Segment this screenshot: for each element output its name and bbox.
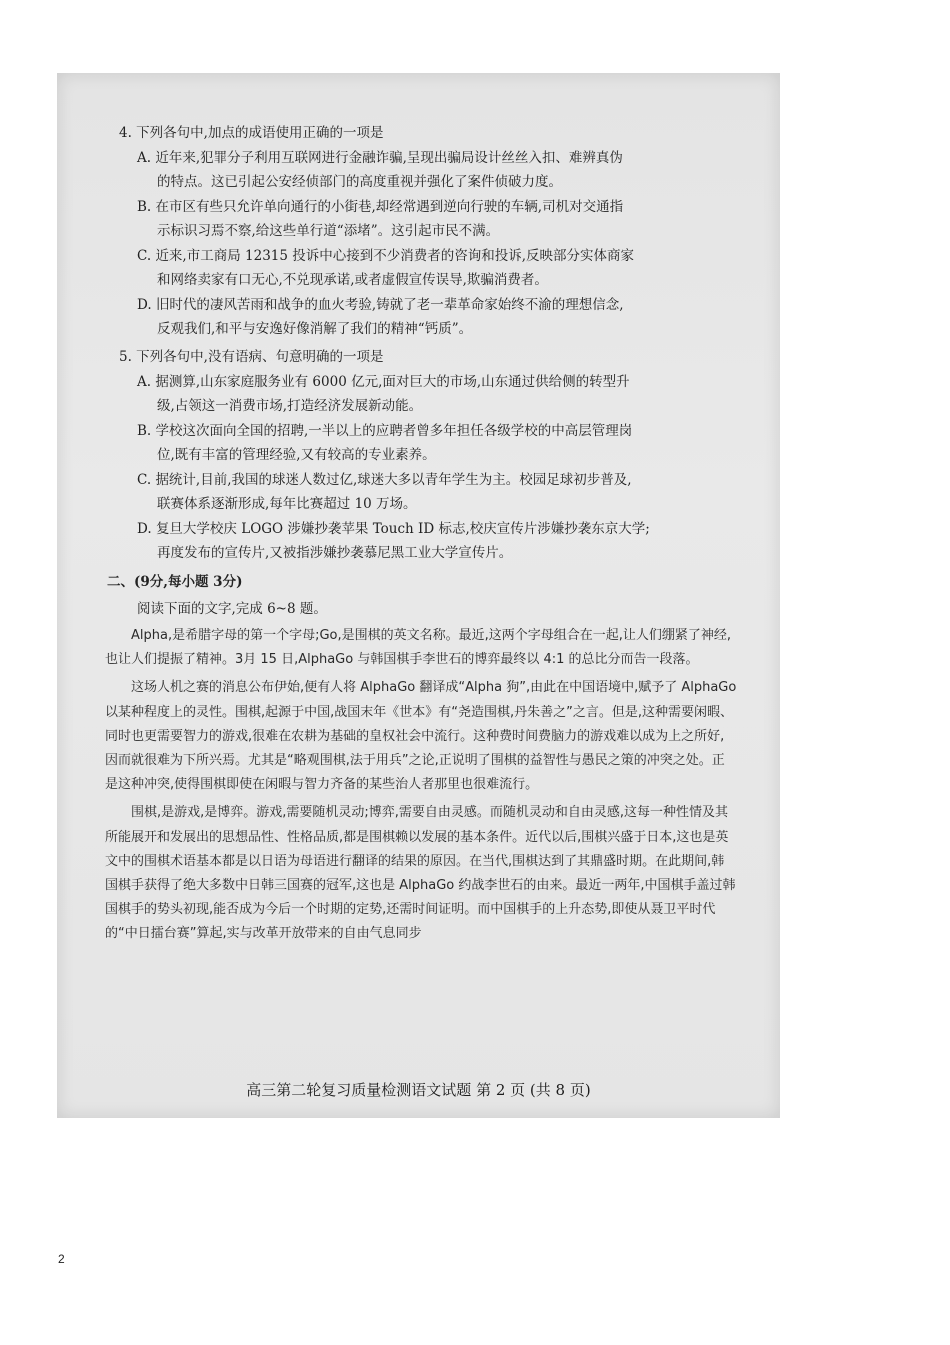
option-text: 的特点。这已引起公安经侦部门的高度重视并强化了案件侦破力度。: [157, 174, 562, 190]
option-text: 再度发布的宣传片,又被指涉嫌抄袭慕尼黑工业大学宣传片。: [157, 545, 513, 561]
option-text: 近年来,犯罪分子利用互联网进行金融诈骗,呈现出骗局设计丝丝入扣、难辨真伪: [155, 149, 623, 166]
option-text: 据统计,目前,我国的球迷人数过亿,球迷大多以青年学生为主。校园足球初步普及,: [155, 471, 632, 488]
option-label: A.: [137, 149, 152, 166]
section-two-heading: 二、(9分,每小题 3分): [107, 574, 243, 590]
passage-paragraph-2: 这场人机之赛的消息公布伊始,便有人将 AlphaGo 翻译成“Alpha 狗”,由此在中国语境中,赋予了 AlphaGo 以某种程度上的灵性。围棋,起源于中国,战国末年《世本》有“尧造围棋,丹朱善之”之言。但是,这种需要闲暇、同时也更需要智力的游戏,很难在农耕为基础的皇权社会中流行。这种费时间费脑力的游戏难以成为上之所好,因而就很难为下所兴焉。尤其是“略观围棋,法于用兵”之论,正说明了围棋的益智性与愚民之策的冲突之处。正是这种冲突,使得围棋即使在闲暇与智力齐备的某些治人者那里也很难流行。: [105, 680, 737, 793]
option-text: 近来,市工商局 12315 投诉中心接到不少消费者的咨询和投诉,反映部分实体商家: [155, 247, 635, 264]
question-5: [119, 345, 739, 566]
exam-paper: [57, 73, 780, 1118]
option-text: 旧时代的凄风苦雨和战争的血火考验,铸就了老一辈革命家始终不渝的理想信念,: [155, 296, 624, 313]
question-4-option-d: [119, 293, 739, 342]
question-5-stem: 5. 下列各句中,没有语病、句意明确的一项是: [119, 349, 384, 365]
option-text: 在市区有些只允许单向通行的小街巷,却经常遇到逆向行驶的车辆,司机对交通指: [155, 198, 624, 215]
option-text: 级,占领这一消费市场,打造经济发展新动能。: [157, 398, 423, 414]
option-text: 位,既有丰富的管理经验,又有较高的专业素养。: [157, 447, 436, 463]
page-footer: 高三第二轮复习质量检测语文试题 第 2 页 (共 8 页): [246, 1081, 591, 1099]
option-text: 和网络卖家有口无心,不兑现承诺,或者虚假宣传误导,欺骗消费者。: [157, 272, 548, 288]
option-label: D.: [137, 520, 152, 537]
option-label: D.: [137, 296, 152, 313]
passage-paragraph-1: Alpha,是希腊字母的第一个字母;Go,是围棋的英文名称。最近,这两个字母组合在一起,让人们绷紧了神经,也让人们提振了精神。3月 15 日,AlphaGo 与韩国棋手李世石的博弈最终以 4:1 的总比分而告一段落。: [105, 628, 732, 668]
option-text: 反观我们,和平与安逸好像消解了我们的精神“钙质”。: [157, 321, 473, 337]
option-label: B.: [137, 198, 152, 215]
question-4-option-b: [119, 195, 739, 244]
passage-paragraph-3: 围棋,是游戏,是博弈。游戏,需要随机灵动;博弈,需要自由灵感。而随机灵动和自由灵感,这每一种性情及其所能展开和发展出的思想品性、性格品质,都是围棋赖以发展的基本条件。近代以后,围棋兴盛于日本,这也是英文中的围棋术语基本都是以日语为母语进行翻译的结果的原因。在当代,围棋达到了其鼎盛时期。在此期间,韩国棋手获得了绝大多数中日韩三国赛的冠军,这也是 AlphaGo 约战李世石的由来。最近一两年,中国棋手盖过韩国棋手的势头初现,能否成为今后一个时期的定势,还需时间证明。而中国棋手的上升态势,即使从聂卫平时代的“中日擂台赛”算起,实与改革开放带来的自由气息同步: [105, 805, 736, 942]
option-label: C.: [137, 247, 152, 264]
question-5-option-a: [119, 370, 739, 419]
option-label: A.: [137, 373, 152, 390]
option-text: 联赛体系逐渐形成,每年比赛超过 10 万场。: [157, 496, 417, 512]
scanned-exam-photo: [57, 73, 780, 1118]
option-label: B.: [137, 422, 152, 439]
section-two-intro: 阅读下面的文字,完成 6~8 题。: [137, 601, 327, 617]
question-4-stem: 4. 下列各句中,加点的成语使用正确的一项是: [119, 125, 384, 141]
question-4-option-c: [119, 244, 739, 293]
option-text: 示标识习焉不察,给这些单行道“添堵”。这引起市民不满。: [157, 223, 500, 239]
option-label: C.: [137, 471, 152, 488]
question-4-option-a: [119, 146, 739, 195]
option-text: 学校这次面向全国的招聘,一半以上的应聘者曾多年担任各级学校的中高层管理岗: [155, 422, 633, 439]
question-5-option-d: [119, 517, 739, 566]
page-number: 2: [58, 1252, 65, 1266]
option-text: 复旦大学校庆 LOGO 涉嫌抄袭苹果 Touch ID 标志,校庆宣传片涉嫌抄袭东京大学;: [155, 520, 650, 537]
question-4: [119, 121, 739, 342]
question-5-option-b: [119, 419, 739, 468]
option-text: 据测算,山东家庭服务业有 6000 亿元,面对巨大的市场,山东通过供给侧的转型升: [155, 373, 630, 390]
question-5-option-c: [119, 468, 739, 517]
reading-passage: [105, 624, 737, 947]
